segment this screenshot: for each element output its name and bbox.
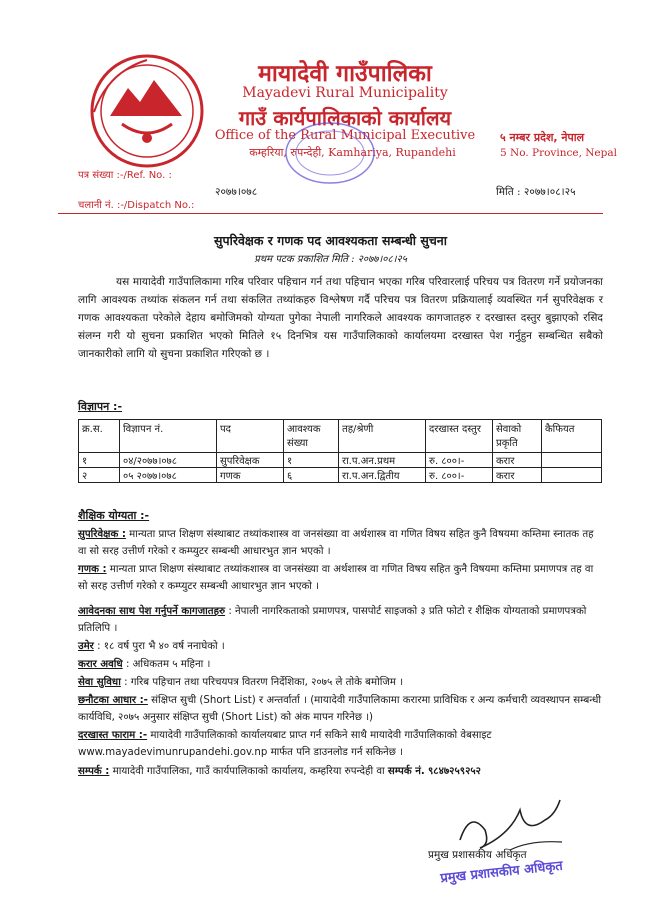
province-english: 5 No. Province, Nepal bbox=[500, 147, 617, 159]
enumerator-qualification bbox=[78, 561, 603, 595]
contact-number-label: सम्पर्क नं. bbox=[387, 766, 425, 777]
enumerator-label: गणक : bbox=[78, 564, 107, 575]
service-benefits bbox=[78, 674, 603, 691]
table-cell: गणक bbox=[217, 468, 284, 483]
form-label: दरखास्त फाराम :- bbox=[78, 730, 148, 741]
col-header: पद bbox=[217, 420, 284, 453]
signatory-stamp: प्रमुख प्रशासकीय अधिकृत bbox=[439, 858, 564, 887]
documents-required bbox=[78, 603, 603, 637]
col-header: कैफियत bbox=[542, 420, 602, 453]
vacancy-table bbox=[78, 419, 602, 483]
selection-text: संक्षिप्त सुची (Short List) र अन्तर्वार्ता । (मायादेवी गाउँपालिकामा करारमा प्राविधिक र अन्य कर्मचारी व्यवस्थापन सम्बन्धी कार्यविधि, २०७५ अनुसार संक्षिप्त सुची (Short List) को अंक मापन गरिनेछ ।) bbox=[78, 695, 602, 723]
province-nepali: ५ नम्बर प्रदेश, नेपाल bbox=[500, 131, 585, 144]
table-cell: २ bbox=[79, 468, 120, 483]
office-address: कम्हरिया, रुपन्देही, Kamhariya, Rupandehi bbox=[249, 146, 456, 159]
age-text: : १८ वर्ष पुरा भै ४० वर्ष ननाघेको । bbox=[97, 641, 225, 652]
table-cell: रु. ८००।- bbox=[426, 453, 493, 468]
office-name-nepali: गाउँ कार्यपालिकाको कार्यालय bbox=[238, 106, 452, 130]
benefits-label: सेवा सुविधा bbox=[78, 677, 121, 688]
col-header: तह/श्रेणी bbox=[339, 420, 426, 453]
age-label: उमेर bbox=[78, 641, 94, 652]
table-cell: सुपरिवेक्षक bbox=[217, 453, 284, 468]
form-text: मायादेवी गाउँपालिकाको कार्यालयबाट प्राप्त गर्न सकिने साथै मायादेवी गाउँपालिकाको वेबसाइट www.mayadevimunrupandehi.gov.np मार्फत पनि डाउनलोड गर्न सकिनेछ । bbox=[78, 730, 492, 758]
documents-text: : नेपाली नागरिकताको प्रमाणपत्र, पासपोर्ट साइजको ३ प्रति फोटो र शैक्षिक योग्यताको प्रमाणपत्रको प्रतिलिपि । bbox=[78, 606, 587, 634]
supervisor-text: मान्यता प्राप्त शिक्षण संस्थाबाट तथ्यांकशास्त्र वा जनसंख्या वा अर्थशास्त्र वा गणित विषय सहित कुनै विषयमा कम्तिमा स्नातक तह वा सो सरह उत्तीर्ण गरेको र कम्प्युटर सम्बन्धी आधारभुत ज्ञान भएको । bbox=[78, 529, 594, 557]
benefits-text: : गरिब पहिचान तथा परिचयपत्र वितरण निर्देशिका, २०७५ ले तोके बमोजिम । bbox=[124, 677, 404, 688]
table-cell: रु. ८००।- bbox=[426, 468, 493, 483]
contract-text: : अधिकतम ५ महिना । bbox=[125, 659, 211, 670]
col-header: दरखास्त दस्तुर bbox=[426, 420, 493, 453]
contact-number: ९८४७२५९२५२ bbox=[427, 766, 481, 777]
col-header: आवश्यक संख्या bbox=[284, 420, 339, 453]
municipality-emblem bbox=[88, 52, 206, 170]
table-header-row bbox=[79, 420, 602, 453]
contract-period bbox=[78, 656, 603, 673]
table-cell: ६ bbox=[284, 468, 339, 483]
notice-title: सुपरिवेक्षक र गणक पद आवश्यकता सम्बन्धी सुचना bbox=[214, 233, 447, 248]
table-cell: रा.प.अन.प्रथम bbox=[339, 453, 426, 468]
col-header: क्र.स. bbox=[79, 420, 120, 453]
contact-label: सम्पर्क : bbox=[78, 766, 110, 777]
reference-number-label: पत्र संख्या :-/Ref. No. : bbox=[78, 170, 172, 181]
reference-number-value: २०७७।०७८ bbox=[215, 186, 258, 198]
org-name-nepali: मायादेवी गाउँपालिका bbox=[258, 61, 432, 87]
table-cell: करार bbox=[493, 468, 542, 483]
table-row bbox=[79, 453, 602, 468]
documents-label: आवेदनका साथ पेश गर्नुपर्ने कागजातहरु bbox=[78, 606, 226, 617]
qualification-heading: शैक्षिक योग्यता :- bbox=[78, 509, 150, 522]
table-cell: करार bbox=[493, 453, 542, 468]
contact-info bbox=[78, 763, 603, 780]
header-divider bbox=[58, 213, 603, 214]
dispatch-number-label: चलानी नं. :-/Dispatch No.: bbox=[78, 200, 195, 211]
col-header: विज्ञापन नं. bbox=[120, 420, 217, 453]
notice-paragraph: यस मायादेवी गाउँपालिकामा गरिब परिवार पहिचान गर्न तथा पहिचान भएका गरिब परिवारलाई परिचय पत्र वितरण गर्ने प्रयोजनका लागि आवश्यक तथ्यांक संकलन गर्न तथा संकलित तथ्यांकहरु विश्लेषण गर्दै परिचय पत्र वितरण प्रक्रियालाई व्यवस्थित गर्न सुपरिवेक्षक र गणक आवश्यकता परेकोले देहाय बमोजिमको योग्यता पुगेका नेपाली नागरिकले आवश्यक कागजातहरु र दरखास्त दस्तुर बुझाएको रसिद संलग्न गरी यो सुचना प्रकाशित भएको मितिले १५ दिनभित्र यस गाउँपालिकाको कार्यालयमा दरखास्त पेश गर्नुहुन सम्बन्धित सबैको जानकारीको लागि यो सुचना प्रकाशित गरिएको छ । bbox=[78, 276, 603, 360]
selection-label: छनौटका आधार :- bbox=[78, 695, 148, 706]
office-seal-stamp bbox=[280, 118, 380, 188]
contact-text: मायादेवी गाउँपालिका, गाउँ कार्यपालिकाको कार्यालय, कम्हरिया रुपन्देही वा bbox=[112, 766, 385, 777]
table-cell: ०४/२०७७।०७८ bbox=[120, 453, 217, 468]
issue-date: मिति : २०७७।०८।२५ bbox=[496, 186, 576, 198]
table-cell bbox=[542, 468, 602, 483]
table-cell: १ bbox=[79, 453, 120, 468]
table-cell bbox=[542, 453, 602, 468]
vacancy-heading: विज्ञापन :- bbox=[78, 400, 123, 413]
application-form bbox=[78, 727, 603, 761]
table-cell: रा.प.अन.द्वितीय bbox=[339, 468, 426, 483]
enumerator-text: मान्यता प्राप्त शिक्षण संस्थाबाट तथ्यांकशास्त्र वा जनसंख्या वा अर्थशास्त्र वा गणित विषय सहित कुनै विषयमा कम्तिमा प्रमाणपत्र तह वा सो सरह उत्तीर्ण गरेको र कम्प्युटर सम्बन्धी आधारभुत ज्ञान भएको । bbox=[78, 564, 594, 592]
age-requirement bbox=[78, 638, 603, 655]
selection-basis bbox=[78, 692, 603, 726]
org-name-english: Mayadevi Rural Municipality bbox=[242, 85, 448, 101]
supervisor-qualification bbox=[78, 526, 603, 560]
table-cell: ०५ २०७७।०७८ bbox=[120, 468, 217, 483]
signatory-title: प्रमुख प्रशासकीय अधिकृत bbox=[428, 849, 527, 861]
office-name-english: Office of the Rural Municipal Executive bbox=[214, 128, 476, 143]
notice-subtitle: प्रथम पटक प्रकाशित मिति : २०७७।०८।२५ bbox=[254, 254, 407, 265]
contract-label: करार अवधि bbox=[78, 659, 123, 670]
table-row bbox=[79, 468, 602, 483]
supervisor-label: सुपरिवेक्षक : bbox=[78, 529, 126, 540]
col-header: सेवाको प्रकृति bbox=[493, 420, 542, 453]
table-cell: १ bbox=[284, 453, 339, 468]
